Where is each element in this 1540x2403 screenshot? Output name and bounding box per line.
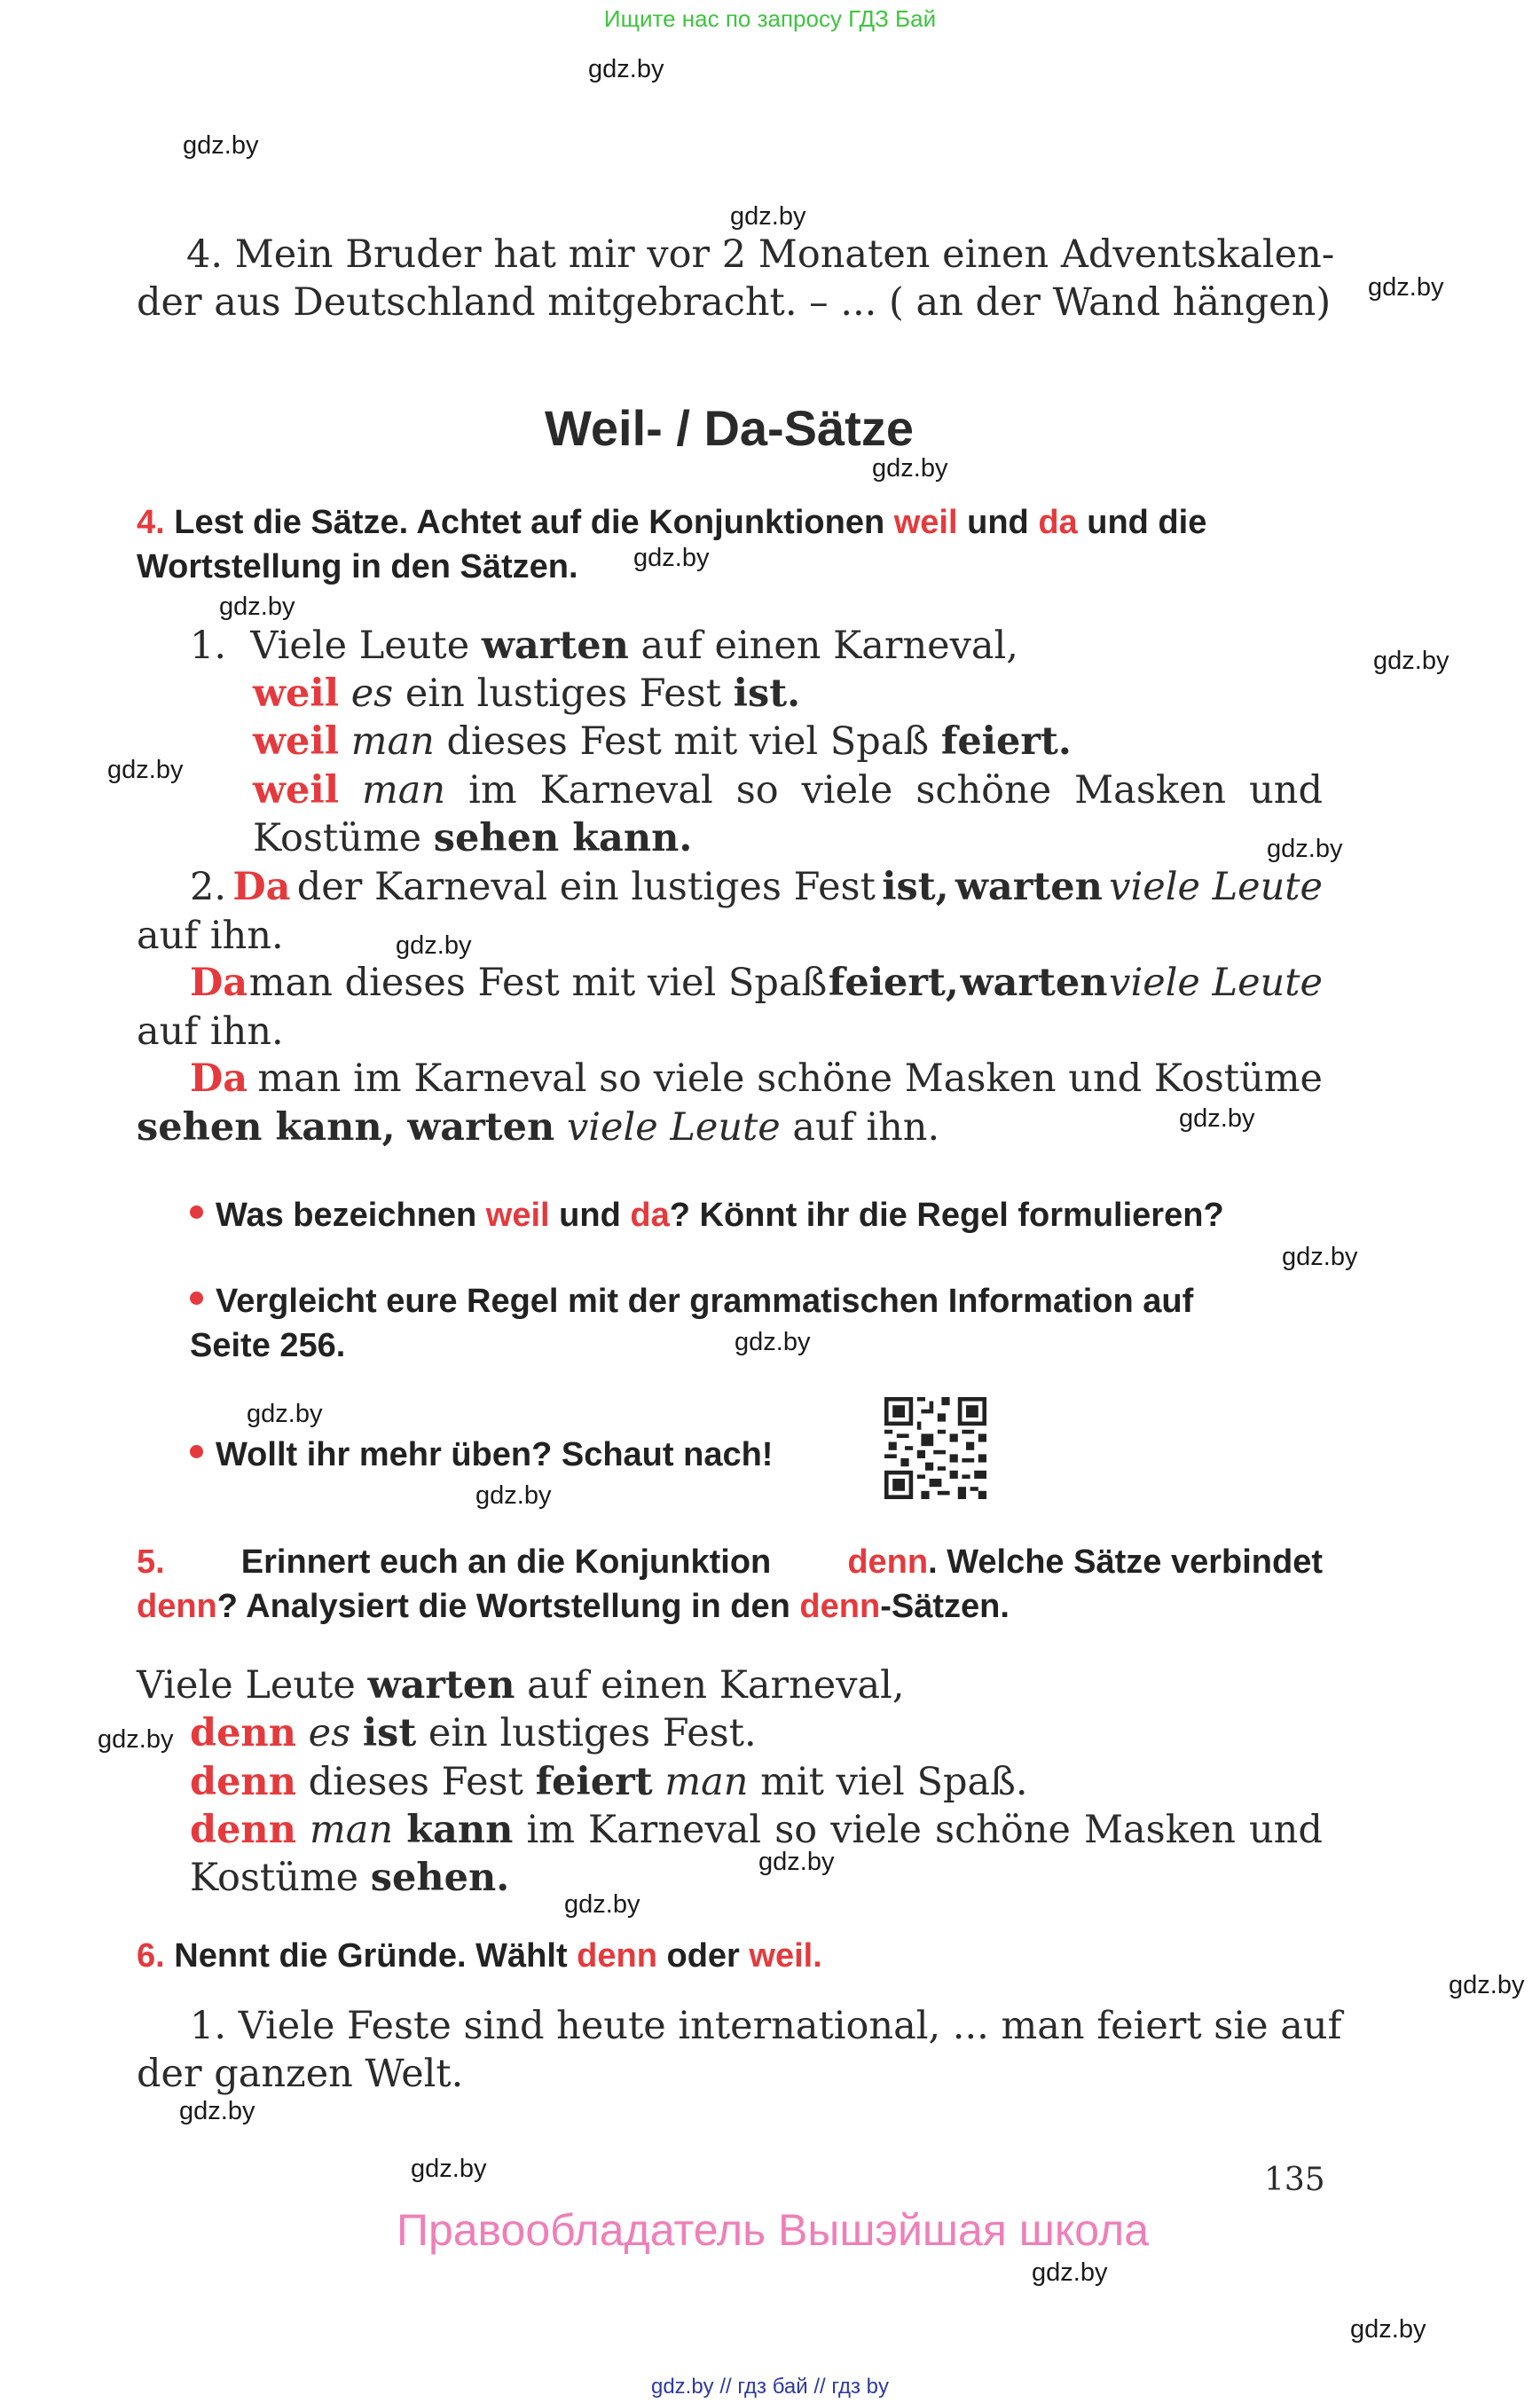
watermark: gdz.by xyxy=(633,544,710,572)
example2-line1: 2. Da der Karneval ein lustiges Fest ist, warten viele Leute xyxy=(190,865,1323,909)
task5-line2: denn? Analysiert die Wortstellung in den denn-Sätzen. xyxy=(137,1588,1010,1625)
example3-line2: denn es ist ein lustiges Fest. xyxy=(190,1711,757,1755)
watermark: gdz.by xyxy=(564,1890,640,1919)
watermark: gdz.by xyxy=(411,2155,487,2183)
watermark: gdz.by xyxy=(247,1400,323,1428)
watermark: gdz.by xyxy=(98,1725,174,1754)
example1-line5: Kostüme sehen kann. xyxy=(253,816,693,860)
keyword: da xyxy=(1038,504,1078,541)
example2-line4: auf ihn. xyxy=(137,1009,284,1054)
bullet-dot xyxy=(190,1205,203,1219)
example1-line2: weil es ein lustiges Fest ist. xyxy=(253,671,801,716)
qr-code-icon[interactable] xyxy=(884,1397,986,1499)
watermark: gdz.by xyxy=(475,1481,552,1510)
watermark: gdz.by xyxy=(758,1848,835,1876)
watermark: gdz.by xyxy=(730,202,806,231)
task4-line1 xyxy=(137,504,1206,542)
watermark: gdz.by xyxy=(1179,1104,1255,1133)
task6-line: 6. Nennt die Gründe. Wählt denn oder weil. xyxy=(137,1937,822,1975)
example3-line3: denn dieses Fest feiert man mit viel Spaß. xyxy=(190,1760,1028,1804)
watermark: gdz.by xyxy=(396,931,472,960)
task-text: und xyxy=(967,504,1029,541)
example2-line6: sehen kann, warten viele Leute auf ihn. xyxy=(137,1105,940,1150)
example1-line3: weil man dieses Fest mit viel Spaß feiert. xyxy=(253,719,1072,764)
example1-line1: 1. Viele Leute warten auf einen Karneval, xyxy=(190,624,1018,668)
watermark: gdz.by xyxy=(1449,1971,1525,1999)
keyword: weil xyxy=(893,504,958,541)
task-text: Lest die Sätze. Achtet auf die Konjunktionen xyxy=(174,504,885,541)
exercise6-line1: 1. Viele Feste sind heute international, ... man feiert sie auf xyxy=(190,2004,1342,2048)
footer-links[interactable]: gdz.by // гдз бай // гдз by xyxy=(650,2375,890,2399)
page-number: 135 xyxy=(1264,2162,1325,2198)
watermark: gdz.by xyxy=(219,593,295,621)
watermark: gdz.by xyxy=(1368,273,1444,302)
bullet-question-3: Wollt ihr mehr üben? Schaut nach! xyxy=(190,1436,773,1474)
example2-line5: Da man im Karneval so viele schöne Masken und Kostüme xyxy=(190,1056,1323,1101)
example1-line4: weil man im Karneval so viele schöne Masken und xyxy=(253,768,1323,813)
example2-line2: auf ihn. xyxy=(137,914,284,958)
bullet-question-1: Was bezeichnen weil und da? Könnt ihr die Regel formulieren? xyxy=(190,1197,1224,1235)
bullet-dot xyxy=(190,1292,203,1305)
task-text: und die xyxy=(1087,504,1207,541)
exercise-prev-line1: 4. Mein Bruder hat mir vor 2 Monaten einen Adventskalen- xyxy=(186,232,1335,277)
watermark: gdz.by xyxy=(1282,1243,1358,1271)
bullet-question-2-cont: Seite 256. xyxy=(190,1327,346,1364)
watermark: gdz.by xyxy=(872,454,948,483)
watermark: gdz.by xyxy=(179,2097,255,2125)
example3-line5: Kostüme sehen. xyxy=(190,1856,510,1900)
watermark: gdz.by xyxy=(1267,835,1343,863)
exercise6-line2: der ganzen Welt. xyxy=(137,2052,464,2096)
watermark: gdz.by xyxy=(183,131,259,160)
exercise-prev-line2: der aus Deutschland mitgebracht. – ... ( an der Wand hängen) xyxy=(137,280,1332,325)
section-title: Weil- / Da-Sätze xyxy=(545,400,914,456)
task5-line1: 5. Erinnert euch an die Konjunktion denn. Welche Sätze verbindet xyxy=(137,1543,1323,1581)
task4-line2: Wortstellung in den Sätzen. xyxy=(137,548,578,585)
example2-line3: Da man dieses Fest mit viel Spaß feiert, warten viele Leute xyxy=(190,961,1323,1005)
top-banner: Ищите нас по запросу ГДЗ Бай xyxy=(603,5,937,32)
example3-line4: denn man kann im Karneval so viele schöne Masken und xyxy=(190,1808,1323,1852)
watermark: gdz.by xyxy=(107,756,184,784)
example3-line1: Viele Leute warten auf einen Karneval, xyxy=(137,1663,905,1708)
watermark: gdz.by xyxy=(1350,2315,1426,2344)
watermark: gdz.by xyxy=(1032,2258,1108,2287)
watermark: gdz.by xyxy=(588,55,664,83)
bullet-dot xyxy=(190,1445,203,1458)
copyright-notice: Правообладатель Вышэйшая школа xyxy=(397,2205,1149,2255)
bullet-question-2: Vergleicht eure Regel mit der grammatischen Information auf xyxy=(190,1283,1193,1321)
watermark: gdz.by xyxy=(1373,647,1450,675)
task-number: 4. xyxy=(137,504,165,541)
watermark: gdz.by xyxy=(735,1328,811,1356)
